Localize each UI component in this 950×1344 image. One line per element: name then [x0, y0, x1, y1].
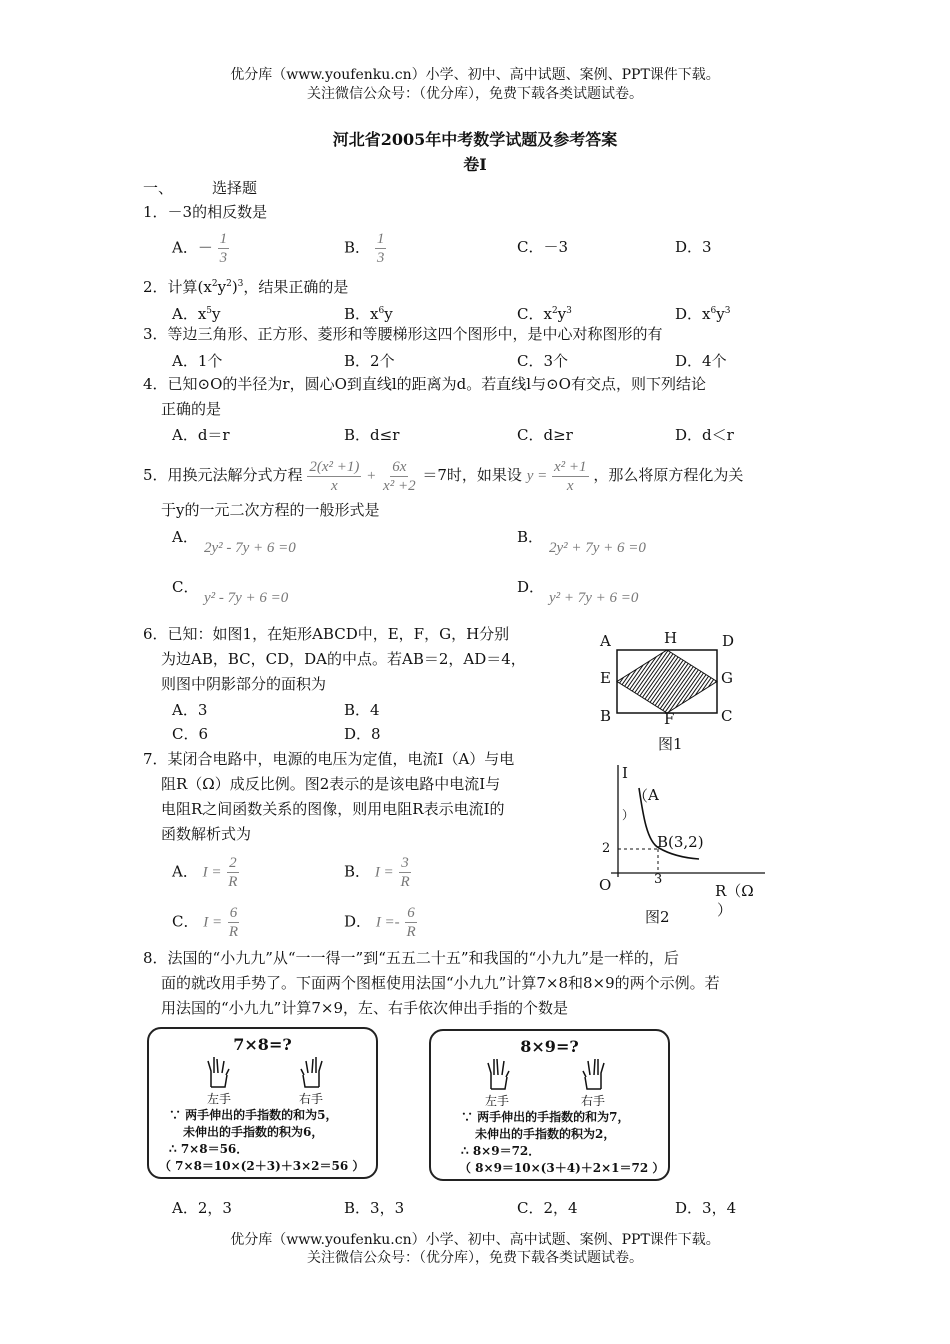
section-number: 一、 — [143, 179, 174, 197]
q5-d-label: D． — [517, 578, 545, 596]
header-line-1: 优分库（www.youfenku.cn）小学、初中、高中试题、案例、PPT课件下载。 — [230, 67, 720, 83]
q2-option-c: C．$x^2y^3$ — [517, 305, 572, 323]
q7-b-den: R — [400, 874, 410, 890]
q7-c-den: R — [228, 924, 239, 940]
q6-option-a: A．3 — [172, 701, 208, 719]
fig2-origin: O — [599, 876, 612, 894]
q7-a-den: R — [228, 874, 238, 890]
q5-stem-line-1: 5．用换元法解分式方程 $\frac{\text{2(x² +1)}}{x}$ + $\frac{6x}{\text{x² +2}}$ ＝7时，如果设 y = $\frac{\text{x² +1}}{x}$ ，那么将原方程化为关 — [143, 458, 744, 494]
fig1-label-a: A — [600, 632, 611, 650]
box1-line-3: ∴ 7×8＝56． — [169, 1142, 249, 1156]
q5-option-a: 2y² - 7y + 6 =0 — [204, 540, 296, 556]
box1-line-4: （ 7×8＝10×(2＋3)＋3×2＝56 ） — [159, 1159, 365, 1173]
box2-line-3: ∴ 8×9＝72． — [461, 1144, 541, 1158]
q2-stem-prefix: 2．计算(x — [143, 278, 212, 296]
q3-option-a: A．1个 — [172, 352, 223, 370]
q5-fraction-2 — [381, 458, 418, 495]
q8-stem-line-3: 用法国的“小九九”计算7×9，左、右手依次伸出手指的个数是 — [161, 999, 568, 1017]
q1-a-den: 3 — [219, 250, 228, 266]
q6-stem-line-2: 为边AB，BC，CD，DA的中点。若AB＝2，AD＝4， — [161, 650, 526, 668]
q6-option-c: C．6 — [172, 725, 209, 743]
left-hand-icon — [485, 1055, 511, 1095]
q7-option-c — [172, 904, 240, 941]
q7-c-fraction — [227, 904, 240, 941]
q3-option-b: B．2个 — [344, 352, 395, 370]
q1-option-a — [172, 230, 229, 267]
fig1-label-c: C — [721, 707, 733, 725]
q6-option-b: B．4 — [344, 701, 380, 719]
footer-line-2: 关注微信公众号：（优分库），免费下载各类试题试卷。 — [307, 1250, 643, 1266]
q4-option-b: B．d≤r — [344, 426, 400, 444]
q2-stem-suffix: ，结果正确的是 — [243, 278, 349, 296]
q1-b-label: B． — [344, 238, 371, 257]
q1-a-label: A．－ — [172, 238, 213, 257]
q6-stem-line-1: 6．已知：如图1，在矩形ABCD中，E，F，G，H分别 — [143, 625, 510, 643]
q7-a-ieq: I = — [202, 864, 222, 881]
q7-option-d — [344, 904, 418, 941]
box2-line-4: （ 8×9＝10×(3＋4)＋2×1＝72 ） — [459, 1161, 665, 1175]
fig1-label-d: D — [722, 632, 735, 650]
q1-option-c: C．－3 — [517, 238, 569, 256]
example-box-7x8 — [147, 1027, 378, 1179]
box1-line-2: 未伸出的手指数的积为6， — [183, 1125, 324, 1139]
q7-b-label: B． — [344, 862, 371, 881]
box1-line-1: ∵ 两手伸出的手指数的和为5， — [169, 1108, 338, 1122]
q5-option-d: y² + 7y + 6 =0 — [549, 590, 639, 606]
box1-left-label: 左手 — [207, 1092, 232, 1106]
q5-a-label: A． — [172, 528, 198, 546]
q7-a-fraction — [226, 854, 239, 891]
q7-a-label: A． — [172, 862, 198, 881]
q4-stem-line-2: 正确的是 — [161, 400, 222, 418]
q1-option-b — [344, 230, 386, 267]
fig2-paren-a: （ — [633, 787, 649, 805]
fig2-paren-b: ） — [622, 808, 635, 822]
fig2-tick-x: 3 — [654, 872, 663, 887]
fig1-caption: 图1 — [658, 735, 683, 753]
q5-stem-line-2: 于y的一元二次方程的一般形式是 — [161, 501, 380, 519]
q8-option-d: D．3，4 — [675, 1199, 737, 1217]
q5-b-label: B． — [517, 528, 544, 546]
q5-f3-den: x — [566, 477, 574, 494]
q1-option-d: D．3 — [675, 238, 712, 256]
q5-fraction-1 — [307, 458, 361, 495]
q2-a-label: A．x — [172, 305, 207, 323]
box1-right-label: 右手 — [299, 1092, 324, 1106]
q8-stem-line-2: 面的就改用手势了。下面两个图框使用法国“小九九”计算7×8和8×9的两个示例。若 — [161, 974, 720, 992]
q5-stem-mid: ＝7时，如果设 — [422, 466, 522, 484]
fig1-label-f: F — [664, 710, 675, 728]
right-hand-icon — [581, 1055, 607, 1095]
q2-stem: 2．计算$(x^2y^2)^3$，结果正确的是 — [143, 278, 349, 296]
q4-option-a: A．d＝r — [172, 426, 230, 444]
q5-f2-den: x² +2 — [383, 477, 416, 494]
box2-title: 8×9=? — [520, 1037, 579, 1056]
q7-c-label: C． — [172, 912, 199, 931]
q2-b-label: B．x — [344, 305, 379, 323]
q3-option-c: C．3个 — [517, 352, 569, 370]
q5-stem-suffix: ，那么将原方程化为关 — [593, 466, 744, 484]
q7-option-b — [344, 854, 412, 891]
fig2-axis-x-label: R（Ω — [715, 882, 754, 900]
fig1-label-e: E — [600, 669, 611, 687]
q7-a-num: 2 — [229, 855, 237, 871]
q5-f1-num: 2(x² +1) — [309, 458, 360, 475]
q5-f3-num: x² +1 — [554, 458, 587, 475]
q7-c-num: 6 — [229, 905, 238, 921]
example-box-8x9 — [429, 1029, 670, 1181]
q5-fraction-3 — [552, 458, 589, 495]
box2-left-label: 左手 — [485, 1094, 510, 1108]
fig2-axis-y-label: I — [622, 764, 628, 782]
section-name: 选择题 — [212, 179, 258, 197]
q7-d-label: D． — [344, 912, 372, 931]
q5-f1-den: x — [331, 477, 338, 494]
fig2-axis-x-label-close: ） — [717, 901, 733, 919]
q7-stem-line-1: 7．某闭合电路中，电源的电压为定值，电流I（A）与电 — [143, 750, 515, 768]
q7-c-ieq: I = — [203, 914, 223, 931]
q5-c-label: C． — [172, 578, 199, 596]
q7-d-ieq: I =- — [375, 914, 400, 931]
shaded-rhombus — [617, 650, 717, 713]
q5-option-c: y² - 7y + 6 =0 — [204, 590, 289, 606]
q7-b-num: 3 — [401, 855, 409, 871]
box2-right-label: 右手 — [581, 1094, 606, 1108]
fig1-label-h: H — [664, 629, 678, 647]
q7-option-a — [172, 854, 239, 891]
fig1-label-b: B — [600, 707, 612, 725]
q7-b-fraction — [398, 854, 411, 891]
q5-stem-prefix: 5．用换元法解分式方程 — [143, 466, 303, 484]
q2-option-b: B．$x^6y$ — [344, 305, 393, 323]
q2-c-label: C．x — [517, 305, 552, 323]
q7-stem-line-2: 阻R（Ω）成反比例。图2表示的是该电路中电流I与 — [161, 775, 501, 793]
q2-option-d: D．$x^6y^3$ — [675, 305, 731, 323]
q8-stem-line-1: 8．法国的“小九九”从“一一得一”到“五五二十五”和我国的“小九九”是一样的，后 — [143, 949, 679, 967]
box2-line-1: ∵ 两手伸出的手指数的和为7， — [461, 1110, 630, 1124]
q7-b-ieq: I = — [374, 864, 394, 881]
q8-option-c: C．2，4 — [517, 1199, 578, 1217]
fig2-point-a: A — [648, 786, 659, 804]
q2-option-a: A．$x^5y$ — [172, 305, 221, 323]
q4-option-d: D．d＜r — [675, 426, 734, 444]
q1-a-fraction — [218, 230, 230, 267]
q1-a-num: 1 — [219, 231, 228, 247]
box1-title: 7×8=? — [233, 1035, 292, 1054]
q7-d-num: 6 — [407, 905, 415, 921]
q5-f2-num: 6x — [392, 458, 407, 475]
doc-subtitle: 卷Ⅰ — [463, 155, 487, 174]
q6-stem-line-3: 则图中阴影部分的面积为 — [161, 675, 327, 693]
q1-b-fraction — [375, 230, 387, 267]
q7-stem-line-4: 函数解析式为 — [161, 825, 252, 843]
footer-line-1: 优分库（www.youfenku.cn）小学、初中、高中试题、案例、PPT课件下载。 — [230, 1232, 720, 1248]
q1-b-den: 3 — [376, 250, 385, 266]
q7-stem-line-3: 电阻R之间函数关系的图像，则用电阻R表示电流I的 — [161, 800, 505, 818]
header-line-2: 关注微信公众号：（优分库），免费下载各类试题试卷。 — [307, 86, 643, 102]
q7-d-den: R — [406, 924, 416, 940]
fig2-tick-y: 2 — [602, 841, 611, 856]
q7-d-fraction — [404, 904, 417, 941]
fig2-caption: 图2 — [645, 908, 670, 926]
box2-line-2: 未伸出的手指数的积为2， — [475, 1127, 616, 1141]
q5-option-b: 2y² + 7y + 6 =0 — [549, 540, 646, 556]
q8-option-b: B．3，3 — [344, 1199, 405, 1217]
q3-stem: 3．等边三角形、正方形、菱形和等腰梯形这四个图形中，是中心对称图形的有 — [143, 325, 663, 343]
left-hand-icon — [205, 1053, 231, 1093]
right-hand-icon — [299, 1053, 325, 1093]
q4-option-c: C．d≥r — [517, 426, 573, 444]
fig2-point-b: B(3,2) — [657, 833, 704, 851]
q3-option-d: D．4个 — [675, 352, 727, 370]
doc-title: 河北省2005年中考数学试题及参考答案 — [332, 130, 618, 149]
q1-stem: 1．－3的相反数是 — [143, 203, 268, 221]
q1-b-num: 1 — [376, 231, 385, 247]
q8-option-a: A．2，3 — [172, 1199, 232, 1217]
q5-y-eq: y = — [526, 468, 548, 484]
q4-stem-line-1: 4．已知⊙O的半径为r，圆心O到直线l的距离为d。若直线l与⊙O有交点，则下列结论 — [143, 375, 706, 393]
fig1-label-g: G — [721, 669, 733, 687]
q6-option-d: D．8 — [344, 725, 381, 743]
q2-d-label: D．x — [675, 305, 711, 323]
